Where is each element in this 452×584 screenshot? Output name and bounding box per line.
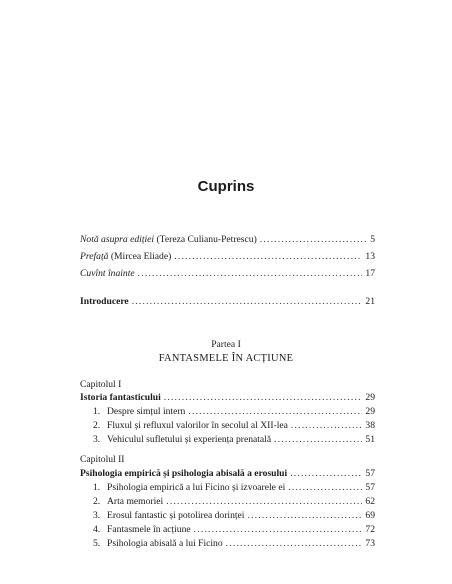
leader-dots — [288, 482, 362, 494]
chapter-title: Psihologia empirică și psihologia abisală a erosului — [80, 468, 288, 479]
section-row — [93, 434, 375, 446]
entry-page: 69 — [365, 510, 375, 521]
entry-page: 5 — [370, 234, 375, 245]
section-number: 5. — [93, 538, 101, 549]
section-row — [93, 482, 375, 494]
leader-dots — [138, 268, 363, 280]
entry-page: 57 — [365, 482, 375, 493]
section-number: 2. — [93, 496, 101, 507]
section-row — [93, 496, 375, 508]
toc-entry-introducere — [80, 296, 375, 308]
chapter-heading: Capitolul II — [80, 454, 125, 465]
section-label: Fluxul și refluxul valorilor în secolul al XII-lea — [107, 420, 288, 431]
section-label: Psihologia empirică a lui Ficino și izvoarele ei — [107, 482, 286, 493]
entry-page: 62 — [365, 496, 375, 507]
leader-dots — [164, 392, 363, 404]
leader-dots — [174, 251, 362, 263]
section-row — [93, 420, 375, 432]
part-label: Partea I — [211, 339, 241, 350]
entry-label-rest: (Tereza Culianu-Petrescu) — [154, 234, 257, 245]
entry-label-italic: Cuvînt înainte — [80, 268, 135, 279]
section-number: 4. — [93, 524, 101, 535]
entry-label-italic: Notă asupra ediției — [80, 234, 155, 245]
section-row — [93, 406, 375, 418]
section-number: 2. — [93, 420, 101, 431]
entry-page: 38 — [365, 420, 375, 431]
leader-dots — [291, 420, 363, 432]
leader-dots — [188, 406, 362, 418]
entry-page: 13 — [365, 251, 375, 262]
section-row — [93, 524, 375, 536]
chapter-title-row — [80, 468, 375, 480]
chapter-title: Istoria fantasticului — [80, 392, 161, 403]
entry-page: 17 — [365, 268, 375, 279]
entry-page: 72 — [365, 524, 375, 535]
section-row — [93, 538, 375, 550]
entry-page: 57 — [365, 468, 375, 479]
toc-entry-nota — [80, 234, 375, 246]
entry-page: 21 — [365, 296, 375, 307]
section-label: Fantasmele în acțiune — [107, 524, 191, 535]
section-number: 3. — [93, 510, 101, 521]
leader-dots — [194, 524, 363, 536]
section-label: Vehiculul sufletului și experiența prenatală — [107, 434, 272, 445]
leader-dots — [290, 468, 362, 480]
leader-dots — [226, 538, 363, 550]
leader-dots — [166, 496, 362, 508]
section-number: 3. — [93, 434, 101, 445]
entry-label-italic: Prefață — [80, 251, 109, 262]
toc-title: Cuprins — [197, 178, 255, 195]
leader-dots — [247, 510, 362, 522]
section-number: 1. — [93, 482, 101, 493]
part-title: FANTASMELE ÎN ACȚIUNE — [158, 353, 294, 364]
entry-label-rest: (Mircea Eliade) — [108, 251, 172, 262]
section-label: Psihologia abisală a lui Ficino — [107, 538, 223, 549]
leader-dots — [260, 234, 367, 246]
entry-page: 29 — [365, 392, 375, 403]
section-row — [93, 510, 375, 522]
section-label: Arta memoriei — [107, 496, 164, 507]
entry-label: Introducere — [80, 296, 129, 307]
toc-entry-cuvint — [80, 268, 375, 280]
entry-page: 29 — [365, 406, 375, 417]
section-label: Erosul fantastic și potolirea dorinței — [107, 510, 245, 521]
toc-entry-prefata — [80, 251, 375, 263]
chapter-title-row — [80, 392, 375, 404]
entry-page: 73 — [365, 538, 375, 549]
entry-page: 51 — [365, 434, 375, 445]
chapter-heading: Capitolul I — [80, 379, 122, 390]
section-label: Despre simțul intern — [107, 406, 186, 417]
leader-dots — [132, 296, 363, 308]
leader-dots — [274, 434, 362, 446]
section-number: 1. — [93, 406, 101, 417]
